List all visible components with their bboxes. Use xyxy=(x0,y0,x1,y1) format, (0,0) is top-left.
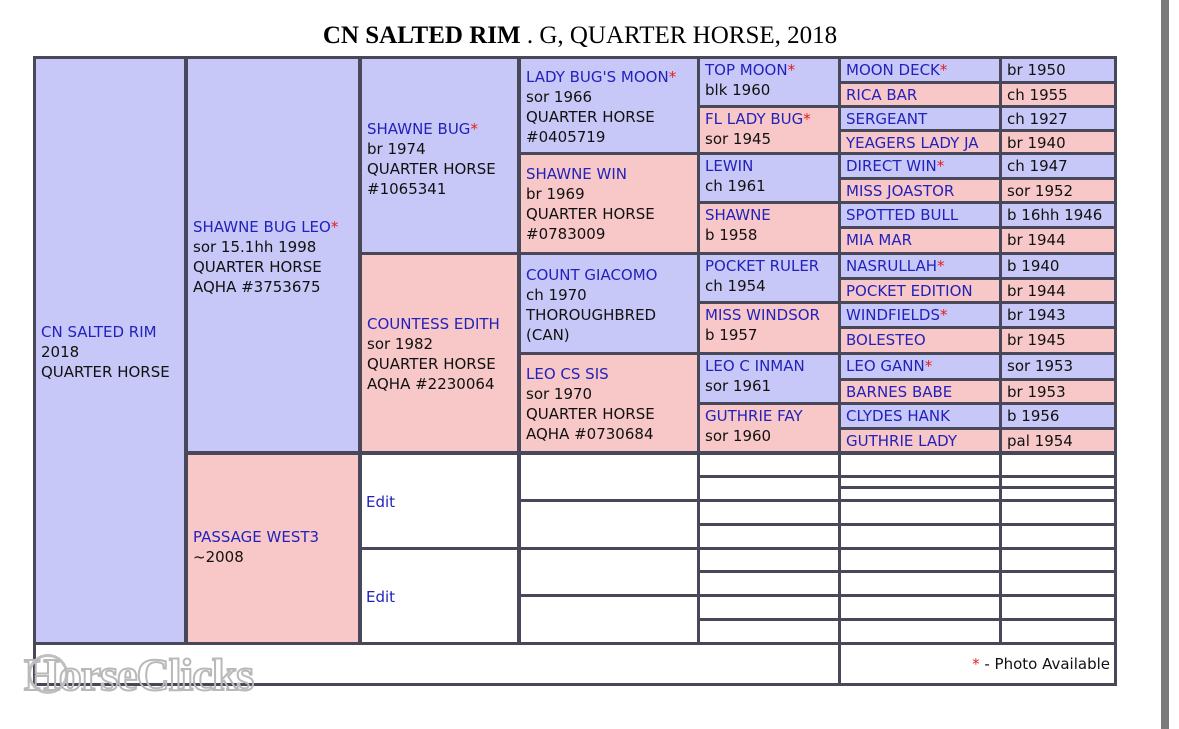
g5-name[interactable]: LEWIN xyxy=(705,157,754,175)
g6-name[interactable]: RICA BAR xyxy=(846,86,918,104)
g4-info: sor 1970 xyxy=(526,385,593,403)
sire-sire-breed: QUARTER HORSE xyxy=(367,160,496,178)
g4-cell-1 xyxy=(521,59,697,152)
pedigree-table xyxy=(33,56,1117,686)
dam-dam-cell xyxy=(362,550,517,642)
g6-name[interactable]: MOON DECK xyxy=(846,61,940,79)
g5-empty-cell xyxy=(700,526,838,547)
scrollbar[interactable] xyxy=(1161,0,1169,729)
g5-cell xyxy=(700,255,838,301)
g6-name[interactable]: POCKET EDITION xyxy=(846,282,973,300)
subject-cell xyxy=(36,59,184,642)
horseclicks-logo: HorseClicks xyxy=(24,649,254,700)
g4-registration: #0405719 xyxy=(526,128,606,146)
g5-name[interactable]: LEO C INMAN xyxy=(705,357,805,375)
g6-info-cell: b 1940 xyxy=(1002,255,1114,277)
g6-name[interactable]: CLYDES HANK xyxy=(846,407,950,425)
g4-registration: (CAN) xyxy=(526,326,570,344)
sire-registration: AQHA #3753675 xyxy=(193,278,321,296)
g6-name-cell xyxy=(841,381,999,402)
g6-empty-cell xyxy=(841,621,999,642)
dam-name[interactable]: PASSAGE WEST3 xyxy=(193,528,320,546)
g6-info-cell: br 1943 xyxy=(1002,304,1114,326)
sire-dam-cell xyxy=(362,255,517,451)
g5-cell xyxy=(700,204,838,252)
g6-name-cell xyxy=(841,304,999,326)
g5-empty-cell xyxy=(700,621,838,642)
photo-star-icon[interactable]: * xyxy=(937,257,945,275)
g4-breed: QUARTER HORSE xyxy=(526,405,655,423)
g6-info-cell: ch 1927 xyxy=(1002,108,1114,129)
g6-name[interactable]: YEAGERS LADY JA xyxy=(846,134,979,152)
dam-year: ~2008 xyxy=(193,548,244,566)
g4-info: sor 1966 xyxy=(526,88,593,106)
g6-name-cell xyxy=(841,280,999,301)
g4-name[interactable]: SHAWNE WIN xyxy=(526,165,628,183)
edit-link[interactable]: Edit xyxy=(366,588,396,606)
g5-name[interactable]: TOP MOON xyxy=(705,61,788,79)
sire-sire-name[interactable]: SHAWNE BUG xyxy=(367,120,471,138)
g6-info-cell: br 1944 xyxy=(1002,280,1114,301)
g4-info: br 1969 xyxy=(526,185,585,203)
g6-empty-cell xyxy=(841,489,999,499)
g6-name-cell xyxy=(841,204,999,226)
g6-name[interactable]: GUTHRIE LADY xyxy=(846,432,957,450)
sire-sire-info: br 1974 xyxy=(367,140,426,158)
dam-cell xyxy=(188,455,358,642)
g5-empty-cell xyxy=(700,502,838,523)
sire-dam-info: sor 1982 xyxy=(367,335,434,353)
photo-star-icon[interactable]: * xyxy=(936,157,945,175)
g6-empty-cell xyxy=(1002,489,1114,499)
g6-name-cell xyxy=(841,329,999,352)
g6-name-cell xyxy=(841,229,999,252)
g6-info-cell: br 1953 xyxy=(1002,381,1114,402)
g6-info-cell: pal 1954 xyxy=(1002,430,1114,451)
g5-info: ch 1961 xyxy=(705,177,766,195)
g6-name-cell xyxy=(841,132,999,152)
g5-info: sor 1945 xyxy=(705,130,772,148)
g6-empty-cell xyxy=(841,526,999,547)
g6-empty-cell xyxy=(841,455,999,475)
g4-breed: THOROUGHBRED xyxy=(526,306,657,324)
g4-empty-cell xyxy=(521,455,697,499)
g6-info-cell: ch 1947 xyxy=(1002,155,1114,177)
g6-info-cell: b 1956 xyxy=(1002,405,1114,427)
g6-empty-cell xyxy=(841,550,999,570)
photo-star-icon: * xyxy=(972,655,980,673)
g4-cell-4 xyxy=(521,355,697,451)
g4-empty-cell xyxy=(521,502,697,547)
g5-info: blk 1960 xyxy=(705,81,771,99)
g4-cell-2 xyxy=(521,155,697,252)
photo-star-icon[interactable]: * xyxy=(668,68,677,86)
photo-star-icon[interactable]: * xyxy=(470,120,478,138)
g5-name[interactable]: SHAWNE xyxy=(705,206,771,224)
subject-breed: QUARTER HORSE xyxy=(41,363,170,381)
g6-empty-cell xyxy=(841,478,999,486)
sire-name[interactable]: SHAWNE BUG LEO xyxy=(193,218,331,236)
g6-empty-cell xyxy=(1002,550,1114,570)
photo-star-icon[interactable]: * xyxy=(803,110,811,128)
g6-empty-cell xyxy=(1002,621,1114,642)
g6-empty-cell xyxy=(1002,478,1114,486)
g5-info: sor 1961 xyxy=(705,377,772,395)
g6-name-cell xyxy=(841,430,999,451)
g6-name-cell xyxy=(841,405,999,427)
g6-name[interactable]: BARNES BABE xyxy=(846,383,953,401)
photo-star-icon[interactable]: * xyxy=(924,357,933,375)
g4-name[interactable]: LEO CS SIS xyxy=(526,365,609,383)
g5-cell xyxy=(700,155,838,201)
photo-star-icon[interactable]: * xyxy=(787,61,796,79)
g5-cell xyxy=(700,108,838,152)
g6-name[interactable]: WINDFIELDS xyxy=(846,306,940,324)
g6-name[interactable]: MIA MAR xyxy=(846,231,913,249)
g5-cell xyxy=(700,405,838,451)
title-details: . G, QUARTER HORSE, 2018 xyxy=(520,22,838,49)
g5-empty-cell xyxy=(700,573,838,594)
sire-dam-breed: QUARTER HORSE xyxy=(367,355,496,373)
g6-empty-cell xyxy=(841,597,999,618)
edit-link[interactable]: Edit xyxy=(366,493,396,511)
g4-name[interactable]: COUNT GIACOMO xyxy=(526,266,658,284)
g5-info: b 1958 xyxy=(705,226,758,244)
g6-info-cell: b 16hh 1946 xyxy=(1002,204,1114,226)
g4-info: ch 1970 xyxy=(526,286,587,304)
page-title xyxy=(0,22,1160,50)
g5-cell xyxy=(700,304,838,352)
sire-info: sor 15.1hh 1998 xyxy=(193,238,317,256)
g5-empty-cell xyxy=(700,478,838,499)
footer-legend-cell xyxy=(841,645,1114,683)
g6-info-cell: br 1950 xyxy=(1002,59,1114,81)
g4-empty-cell xyxy=(521,597,697,642)
photo-star-icon[interactable]: * xyxy=(939,306,948,324)
g4-empty-cell xyxy=(521,550,697,594)
sire-dam-registration: AQHA #2230064 xyxy=(367,375,495,393)
g6-info-cell: sor 1952 xyxy=(1002,180,1114,201)
photo-available-note: - Photo Available xyxy=(979,655,1110,673)
g5-name[interactable]: FL LADY BUG xyxy=(705,110,804,128)
g6-empty-cell xyxy=(1002,455,1114,475)
dam-sire-cell xyxy=(362,455,517,547)
subject-name[interactable]: CN SALTED RIM xyxy=(41,323,157,341)
g6-info-cell: br 1944 xyxy=(1002,229,1114,252)
g4-breed: QUARTER HORSE xyxy=(526,108,655,126)
sire-sire-cell xyxy=(362,59,517,252)
g6-name-cell xyxy=(841,180,999,201)
g6-name[interactable]: BOLESTEO xyxy=(846,331,926,349)
g5-info: ch 1954 xyxy=(705,277,766,295)
g6-name-cell xyxy=(841,59,999,81)
g6-name-cell xyxy=(841,155,999,177)
sire-dam-name[interactable]: COUNTESS EDITH xyxy=(367,315,500,333)
g5-name[interactable]: GUTHRIE FAY xyxy=(705,407,803,425)
g6-name[interactable]: DIRECT WIN xyxy=(846,157,937,175)
g6-name[interactable]: MISS JOASTOR xyxy=(846,182,955,200)
g5-empty-cell xyxy=(700,550,838,570)
g6-name[interactable]: NASRULLAH xyxy=(846,257,938,275)
g6-empty-cell xyxy=(1002,573,1114,594)
g5-empty-cell xyxy=(700,597,838,618)
g4-registration: #0783009 xyxy=(526,225,606,243)
g6-info-cell: sor 1953 xyxy=(1002,355,1114,378)
sire-cell xyxy=(188,59,358,451)
g6-name-cell xyxy=(841,355,999,378)
g6-empty-cell xyxy=(1002,526,1114,547)
g4-registration: AQHA #0730684 xyxy=(526,425,654,443)
g6-info-cell: ch 1955 xyxy=(1002,84,1114,105)
subject-year: 2018 xyxy=(41,343,80,361)
g6-empty-cell xyxy=(1002,502,1114,523)
g4-breed: QUARTER HORSE xyxy=(526,205,655,223)
sire-sire-registration: #1065341 xyxy=(367,180,447,198)
g6-name[interactable]: SPOTTED BULL xyxy=(846,206,959,224)
g5-name[interactable]: POCKET RULER xyxy=(705,257,820,275)
g6-empty-cell xyxy=(841,573,999,594)
g5-cell xyxy=(700,355,838,402)
g5-empty-cell xyxy=(700,455,838,475)
photo-star-icon[interactable]: * xyxy=(330,218,339,236)
g4-cell-3 xyxy=(521,255,697,352)
g6-name[interactable]: LEO GANN xyxy=(846,357,925,375)
photo-star-icon[interactable]: * xyxy=(939,61,948,79)
g5-name[interactable]: MISS WINDSOR xyxy=(705,306,820,324)
g6-name-cell xyxy=(841,255,999,277)
title-horse-name: CN SALTED RIM xyxy=(322,22,521,49)
g5-cell xyxy=(700,59,838,105)
g6-empty-cell xyxy=(1002,597,1114,618)
g6-empty-cell xyxy=(841,502,999,523)
g5-info: sor 1960 xyxy=(705,427,772,445)
sire-breed: QUARTER HORSE xyxy=(193,258,322,276)
g6-name[interactable]: SERGEANT xyxy=(846,110,928,128)
g6-name-cell xyxy=(841,84,999,105)
g4-name[interactable]: LADY BUG'S MOON xyxy=(526,68,669,86)
g6-info-cell: br 1940 xyxy=(1002,132,1114,152)
g6-name-cell xyxy=(841,108,999,129)
g5-info: b 1957 xyxy=(705,326,758,344)
g6-info-cell: br 1945 xyxy=(1002,329,1114,352)
